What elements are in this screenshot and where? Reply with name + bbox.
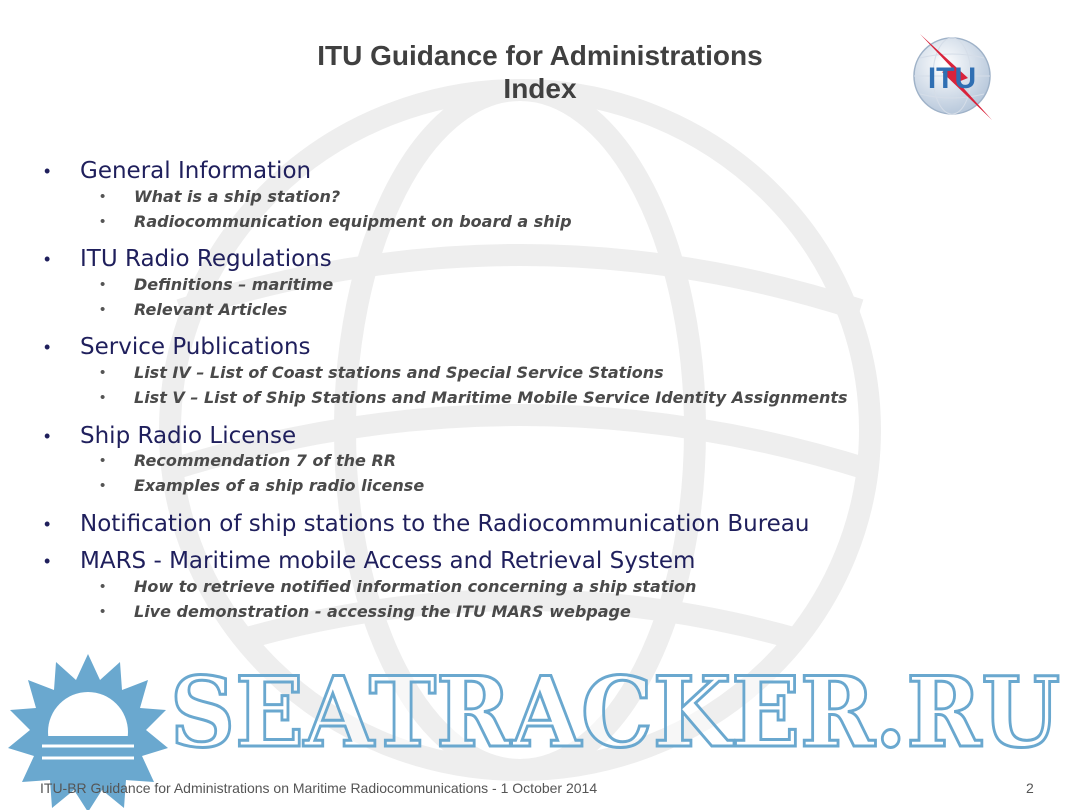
sub-item: Relevant Articles: [134, 300, 288, 319]
bullet-dot: •: [44, 161, 51, 181]
watermark-text: SEATRACKER.RU: [170, 656, 1060, 769]
section-heading-general-information: General Information: [80, 158, 312, 184]
sub-bullet-dot: •: [100, 213, 106, 230]
sub-bullet-dot: •: [100, 364, 106, 381]
section-heading-mars: MARS - Maritime mobile Access and Retrieval System: [80, 548, 696, 574]
sub-bullet-dot: •: [100, 452, 106, 469]
section-heading-notification: Notification of ship stations to the Radiocommunication Bureau: [80, 511, 810, 537]
sub-item: List IV – List of Coast stations and Special Service Stations: [134, 363, 664, 382]
section-heading-service-publications: Service Publications: [80, 334, 311, 360]
sub-bullet-dot: •: [100, 603, 106, 620]
sub-item: How to retrieve notified information concerning a ship station: [134, 577, 697, 596]
sub-item: Definitions – maritime: [134, 275, 334, 294]
sub-bullet-dot: •: [100, 188, 106, 205]
bullet-dot: •: [44, 249, 51, 269]
sub-item: Recommendation 7 of the RR: [134, 451, 397, 470]
sub-item: Examples of a ship radio license: [134, 476, 425, 495]
itu-logo-text: ITU: [927, 62, 977, 95]
sub-item: What is a ship station?: [134, 187, 341, 206]
sub-bullet-dot: •: [100, 477, 106, 494]
sub-bullet-dot: •: [100, 389, 106, 406]
sub-bullet-dot: •: [100, 578, 106, 595]
slide-subtitle: Index: [503, 73, 577, 104]
section-heading-ship-radio-license: Ship Radio License: [80, 423, 297, 449]
page-number: 2: [1026, 780, 1034, 796]
itu-logo: [906, 28, 998, 122]
sub-item: Live demonstration - accessing the ITU MARS webpage: [134, 602, 631, 621]
sub-bullet-dot: •: [100, 276, 106, 293]
sub-item: Radiocommunication equipment on board a ship: [134, 212, 572, 231]
sub-bullet-dot: •: [100, 301, 106, 318]
bullet-dot: •: [44, 426, 51, 446]
section-heading-itu-radio-regulations: ITU Radio Regulations: [80, 246, 332, 272]
footer-text: ITU-BR Guidance for Administrations on Maritime Radiocommunications - 1 October 2014: [40, 780, 598, 796]
slide-title: ITU Guidance for Administrations: [317, 40, 763, 71]
sub-item: List V – List of Ship Stations and Maritime Mobile Service Identity Assignments: [134, 388, 848, 407]
bullet-dot: •: [44, 514, 51, 534]
bullet-dot: •: [44, 337, 51, 357]
bullet-dot: •: [44, 551, 51, 571]
